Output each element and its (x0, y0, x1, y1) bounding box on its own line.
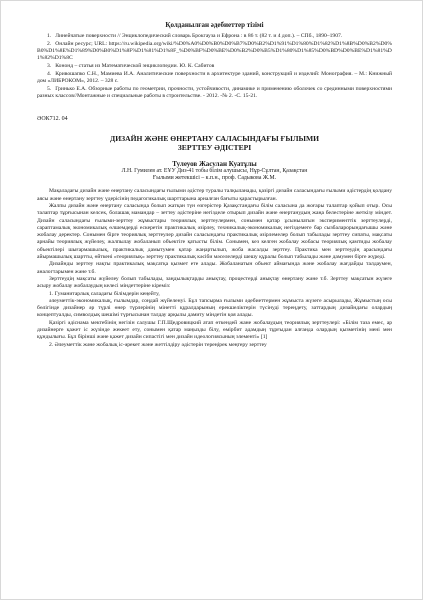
author-affiliation: Л.Н. Гумилев ат. ЕҰУ Диз-41 тобы білім алушысы, Нұр-Сұлтан, Қазақстан (121, 168, 308, 174)
body-paragraph: Қазіргі әдіснама мектебінің негізін салушы Г.П.Щедровицкий атап өткендей жане жобалаудың теориялық зерттеулері: «Білім таза емес, ар дизайнерге қажет іс жүзінде жекеет ету, сонымен қатар маңызды білу, өмірбит адамдың тұрғыдан алғанда олардың қызметінің мені мен құндылығы. Бұл бірінші және қажет дизайн сипастігі мен дизайн идеологиясының элементі» [1] (37, 319, 392, 341)
reference-item: 1. Линейчатые поверхности // Энциклопедический словарь Брокгауза и Ефрона : в 86 т. (82 т. и 4 доп.). – СПб., 1890–1907. (47, 33, 343, 39)
supervisor-line: Ғылыми жетекшісі – к.п.н., проф. Садыкова Ж.М. (152, 175, 277, 182)
body-list-item: 1. Гуманитарлық саладағы білімдерін кеңейту, (49, 290, 160, 297)
body-paragraph: Жалпы дизайн және өнертану саласында болып жатқан түн өзгерістер Қазақстандағы білім саласына да жоғары талаптар қойып отыр. Осы талаптар тұрғысынан келсек, болашақ мамандар – зеттеу әдістеріне негізделе отырып дизайн және өнертанудың жаңа белестеріне жеткізу міндет. Дизайн саласындағы ғылыми-зерттеу жұмыстары теориялық зерттеулермен, сонымен қатар ұсынылатын эксперименттік зерттеулерді, сараптамалық экономикалық өлшемдерді ескеретін практикалық әзірлеу, техникалық-экономикалық негіздемеге бар сызбаларорындағышы және жобалау деректер. Сонымен бірге теориялық зерттеулер дизайн саласындағы практикалық әзірлемелер болып табылады зерттеу сипаты, мақсаты арнайы теориялық жүйелеу, жалпылау жобаланып объектіге қатысты білім. Сонымен, кез келген жобалау жобасы теориялық қамтиды жобалау объектілері шығармашылық, практикалық дамытумен қатар жаңартылып, жоба жасалды зерттеу. Практика мен зерттеудің арасындағы айырмашылық шартты, өйткені «теориялық» зерттеу практикалық кәсіби мәселелерді шешу құралы болып табылады және дамумен бірге жүреді. (37, 203, 392, 261)
body-paragraph: Дизайнды зерттеу нақты практикалық мақсатқа қызмет ете алады. Жобаланатын объект аймағында және жобалау жағдайды талдаумен, аналогтарымен және т.б. (37, 261, 392, 275)
reference-item: 3. Кононд – статья из Математической энциклопедии. Ю. К. Сабитов (47, 63, 215, 69)
reference-item: 4. Кривошапко С.Н., Мамиева И.А. Аналитические поверхности в архитектуре зданий, конструкций и изделий: Монография. – М.: Книжный дом «ЛИБРОКОМ», 2012. – 328 с. (37, 71, 392, 84)
body-paragraph: Зерттеудің мақсаты жүйелеу болып табылады, заңдылықтарды анықтау, процестерді анықтау өнертану және т.б. Зерттеу мақсатын жүзеге асыру жобалау жобалаудың келесі міндеттеріне кіреміз: (37, 275, 392, 290)
references-list (37, 33, 392, 100)
reference-url[interactable]: Онлайн ресурс; URL: https://ru.wikipedia.org/wiki/%D0%A0%D0%B0%D0%B7%D0%B2%D1%91%D1%80%D1%82%D1%8B%D0%B2%D0%B0%D1%8E%D1%89%D0%B0%D1%8F%D1%81%D1%8F_%D0%BF%D0%BE%D0%B2%D0%B5%D1%80%D1%85%D0%BD%D0%BE%D1%81%D1%82%D1%8C (37, 41, 392, 61)
udc-code: ӘОК712. 04 (37, 116, 68, 122)
author-name: Тулеуов Жасулан Куатұлы (172, 160, 257, 168)
body-paragraph: Мақаладағы дизайн және өнертану саласындағы ғылыми әдістер туралы талқыланады, қазіргі дизайн саласындағы ғылыми әдістердің қолдану аясы және өнертану зерттеу үдерісінің педагогикалық шарттарына арналған бағыты қарастырылған. (37, 188, 392, 202)
references-heading: Қолданылған әдебиеттер тізімі (165, 21, 264, 29)
reference-item: 2. Онлайн ресурс; URL: https://ru.wikipedia.org/wiki/%D0%A0%D0%B0%D0%B7%D0%B2%D1%91%D1%80%D1%82%D1%8B%D0%B2%D0%B0%D1%8E%D1%89%D0%B0%D1%8F%D1%81%D1%8F_%D0%BF%D0%BE%D0%B2%D0%B5%D1%80%D1%85%D0%BD%D0%BE%D1%81%D1%82%D1%8C (37, 41, 392, 61)
article-title: ДИЗАЙН ЖӘНЕ ӨНЕРТАНУ САЛАСЫНДАҒЫ ҒЫЛЫМИ ЗЕРТТЕУ ӘДІСТЕРІ (109, 134, 320, 152)
body-list-item: 2. Әлеуметтік және жобалық іс-әрекет және жеттілдіру әдістерін тереңірек меңгеру зерттеу (49, 341, 267, 348)
reference-item: 5. Гринько Е.А. Обзорные работы по геометрии, прочности, устойчивости, динамике и применению оболочек со срединными поверхностями разных классов//Монтажные и специальные работы в строительстве. - 2012. -№ 2. -С. 15-21. (37, 86, 392, 99)
article-body (37, 188, 392, 349)
body-paragraph: әлеуметтік-экономикалық, ғылымдар, соңдай жүйеленуі. Бұл тапсырма ғылыми әдебиеттермен жұмыста жүзеге асырылады, Жұмыстың осы бөлігінде дизайнер әр түрлі өнер түрлерінің мінетті құралдарының ерекшеліктерін түсінуді тереңдету, заттардың дизайндағы олардың концептуалды, символдық шешімі түрғысынан талдау арқылы дамиту міндетін қоя алады. (37, 297, 392, 319)
